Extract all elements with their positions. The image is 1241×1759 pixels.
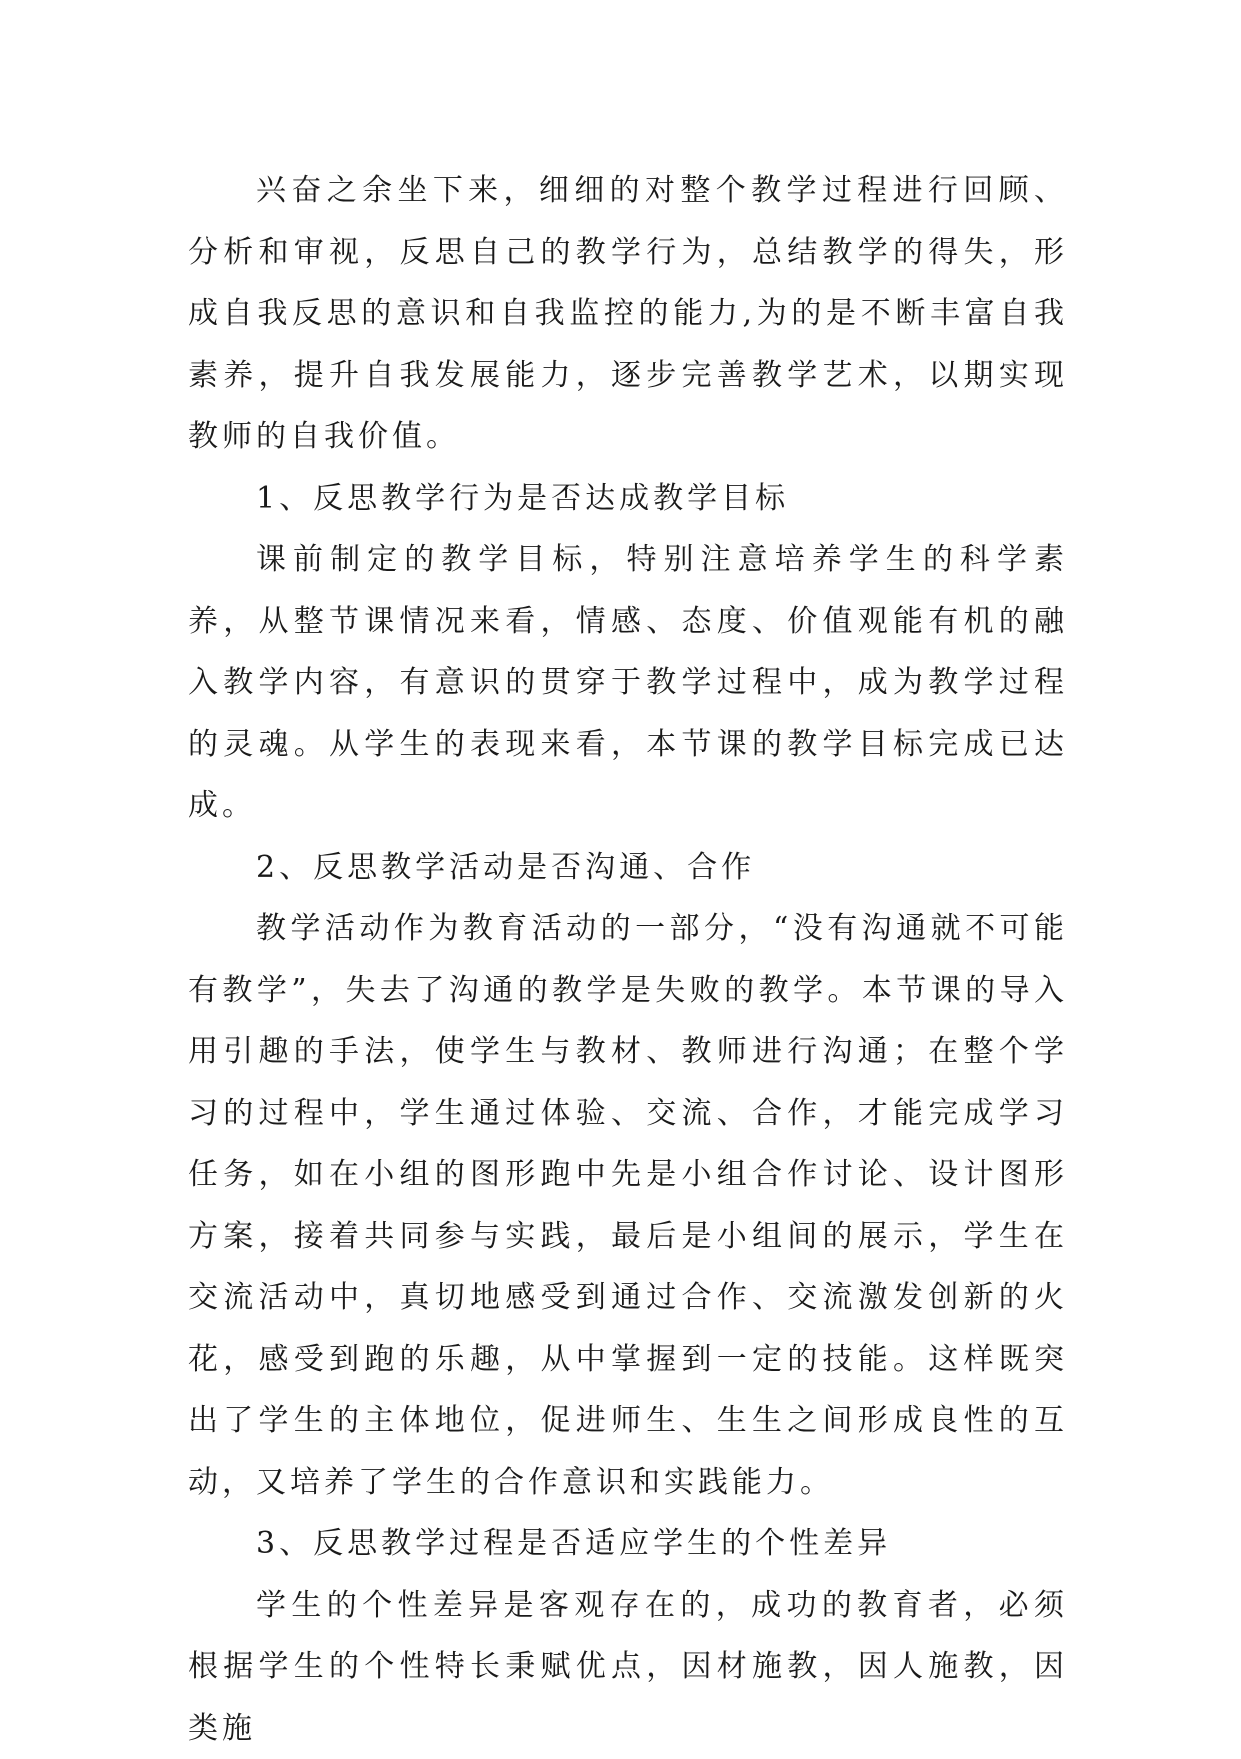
paragraph-section-2: 教学活动作为教育活动的一部分，“没有沟通就不可能有教学”，失去了沟通的教学是失败的教学。本节课的导入用引趣的手法，使学生与教材、教师进行沟通；在整个学习的过程中，学生通过体验、交流、合作，才能完成学习任务，如在小组的图形跑中先是小组合作讨论、设计图形方案，接着共同参与实践，最后是小组间的展示，学生在交流活动中，真切地感受到通过合作、交流激发创新的火花，感受到跑的乐趣，从中掌握到一定的技能。这样既突出了学生的主体地位，促进师生、生生之间形成良性的互动，又培养了学生的合作意识和实践能力。 — [188, 898, 1068, 1513]
paragraph-intro: 兴奋之余坐下来，细细的对整个教学过程进行回顾、分析和审视，反思自己的教学行为，总结教学的得失，形成自我反思的意识和自我监控的能力,为的是不断丰富自我素养，提升自我发展能力，逐步完善教学艺术，以期实现教师的自我价值。 — [188, 160, 1068, 468]
paragraph-section-1: 课前制定的教学目标，特别注意培养学生的科学素养，从整节课情况来看，情感、态度、价值观能有机的融入教学内容，有意识的贯穿于教学过程中，成为教学过程的灵魂。从学生的表现来看，本节课的教学目标完成已达成。 — [188, 529, 1068, 837]
heading-section-3: 3、反思教学过程是否适应学生的个性差异 — [188, 1513, 1068, 1575]
heading-section-1: 1、反思教学行为是否达成教学目标 — [188, 468, 1068, 530]
document-body — [188, 160, 1068, 1759]
paragraph-section-3: 学生的个性差异是客观存在的，成功的教育者，必须根据学生的个性特长秉赋优点，因材施教，因人施教，因类施 — [188, 1575, 1068, 1759]
heading-section-2: 2、反思教学活动是否沟通、合作 — [188, 837, 1068, 899]
